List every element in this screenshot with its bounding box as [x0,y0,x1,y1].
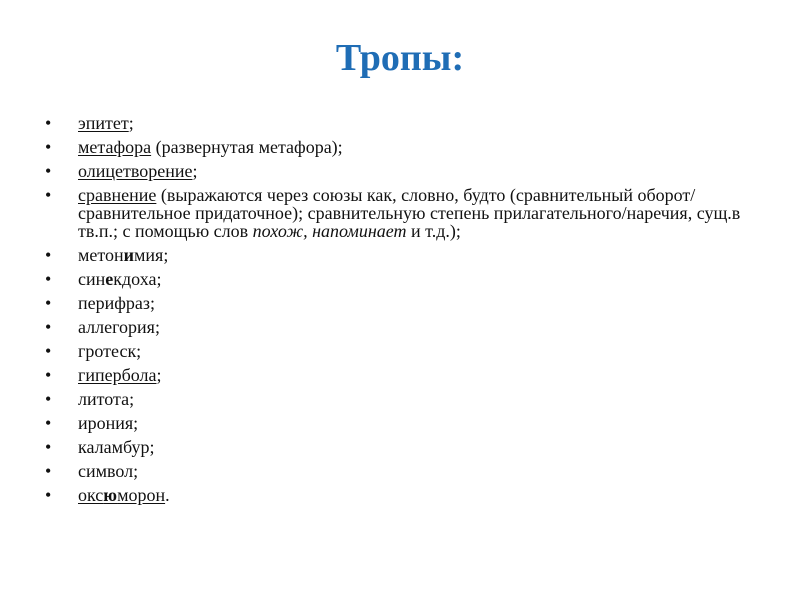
list-item-periphrasis: • перифраз; [45,293,156,313]
list-item-pun: • каламбур; [45,437,155,457]
bullet-icon: • [45,293,52,313]
bullet-icon: • [45,269,52,289]
list-item-allegory: • аллегория; [45,317,160,337]
list-item-hyperbole: • гипербола; [45,365,162,385]
list-item-metaphor: • метафора (развернутая метафора); [45,137,343,157]
bullet-icon: • [45,365,52,385]
bullet-icon: • [45,413,52,433]
term: метафора [78,137,152,157]
term: оксюморон [78,485,166,505]
bullet-icon: • [45,161,52,181]
list-item-metonymy: • метонимия; [45,245,169,265]
list-item-symbol: • символ; [45,461,139,481]
bullet-icon: • [45,485,52,505]
list-item-comparison: • сравнение (выражаются через союзы как, словно, будто (сравнительный оборот/сравнительное придаточное); сравнительную степень прилагательного/наречия, сущ.в тв.п.; с помощью слов похож, напоминает и т.д.); [45,185,741,241]
term: олицетворение [78,161,193,181]
list-item-irony: • ирония; [45,413,139,433]
term: сравнение [78,185,157,205]
list-item-grotesque: • гротеск; [45,341,142,361]
bullet-icon: • [45,113,52,133]
slide-title: Тропы: [335,37,465,79]
term: эпитет [78,113,129,133]
list-item-oxymoron: • оксюморон. [45,485,170,505]
list-item-personification: • олицетворение; [45,161,198,181]
bullet-icon: • [45,461,52,481]
tropes-list [40,114,760,510]
bullet-icon: • [45,437,52,457]
bullet-icon: • [45,185,52,205]
bullet-icon: • [45,137,52,157]
list-item-epithet: • эпитет; [45,113,134,133]
bullet-icon: • [45,317,52,337]
term: гипербола [78,365,157,385]
list-item-synecdoche: • синекдоха; [45,269,162,289]
list-item-litotes: • литота; [45,389,135,409]
bullet-icon: • [45,341,52,361]
bullet-icon: • [45,389,52,409]
bullet-icon: • [45,245,52,265]
